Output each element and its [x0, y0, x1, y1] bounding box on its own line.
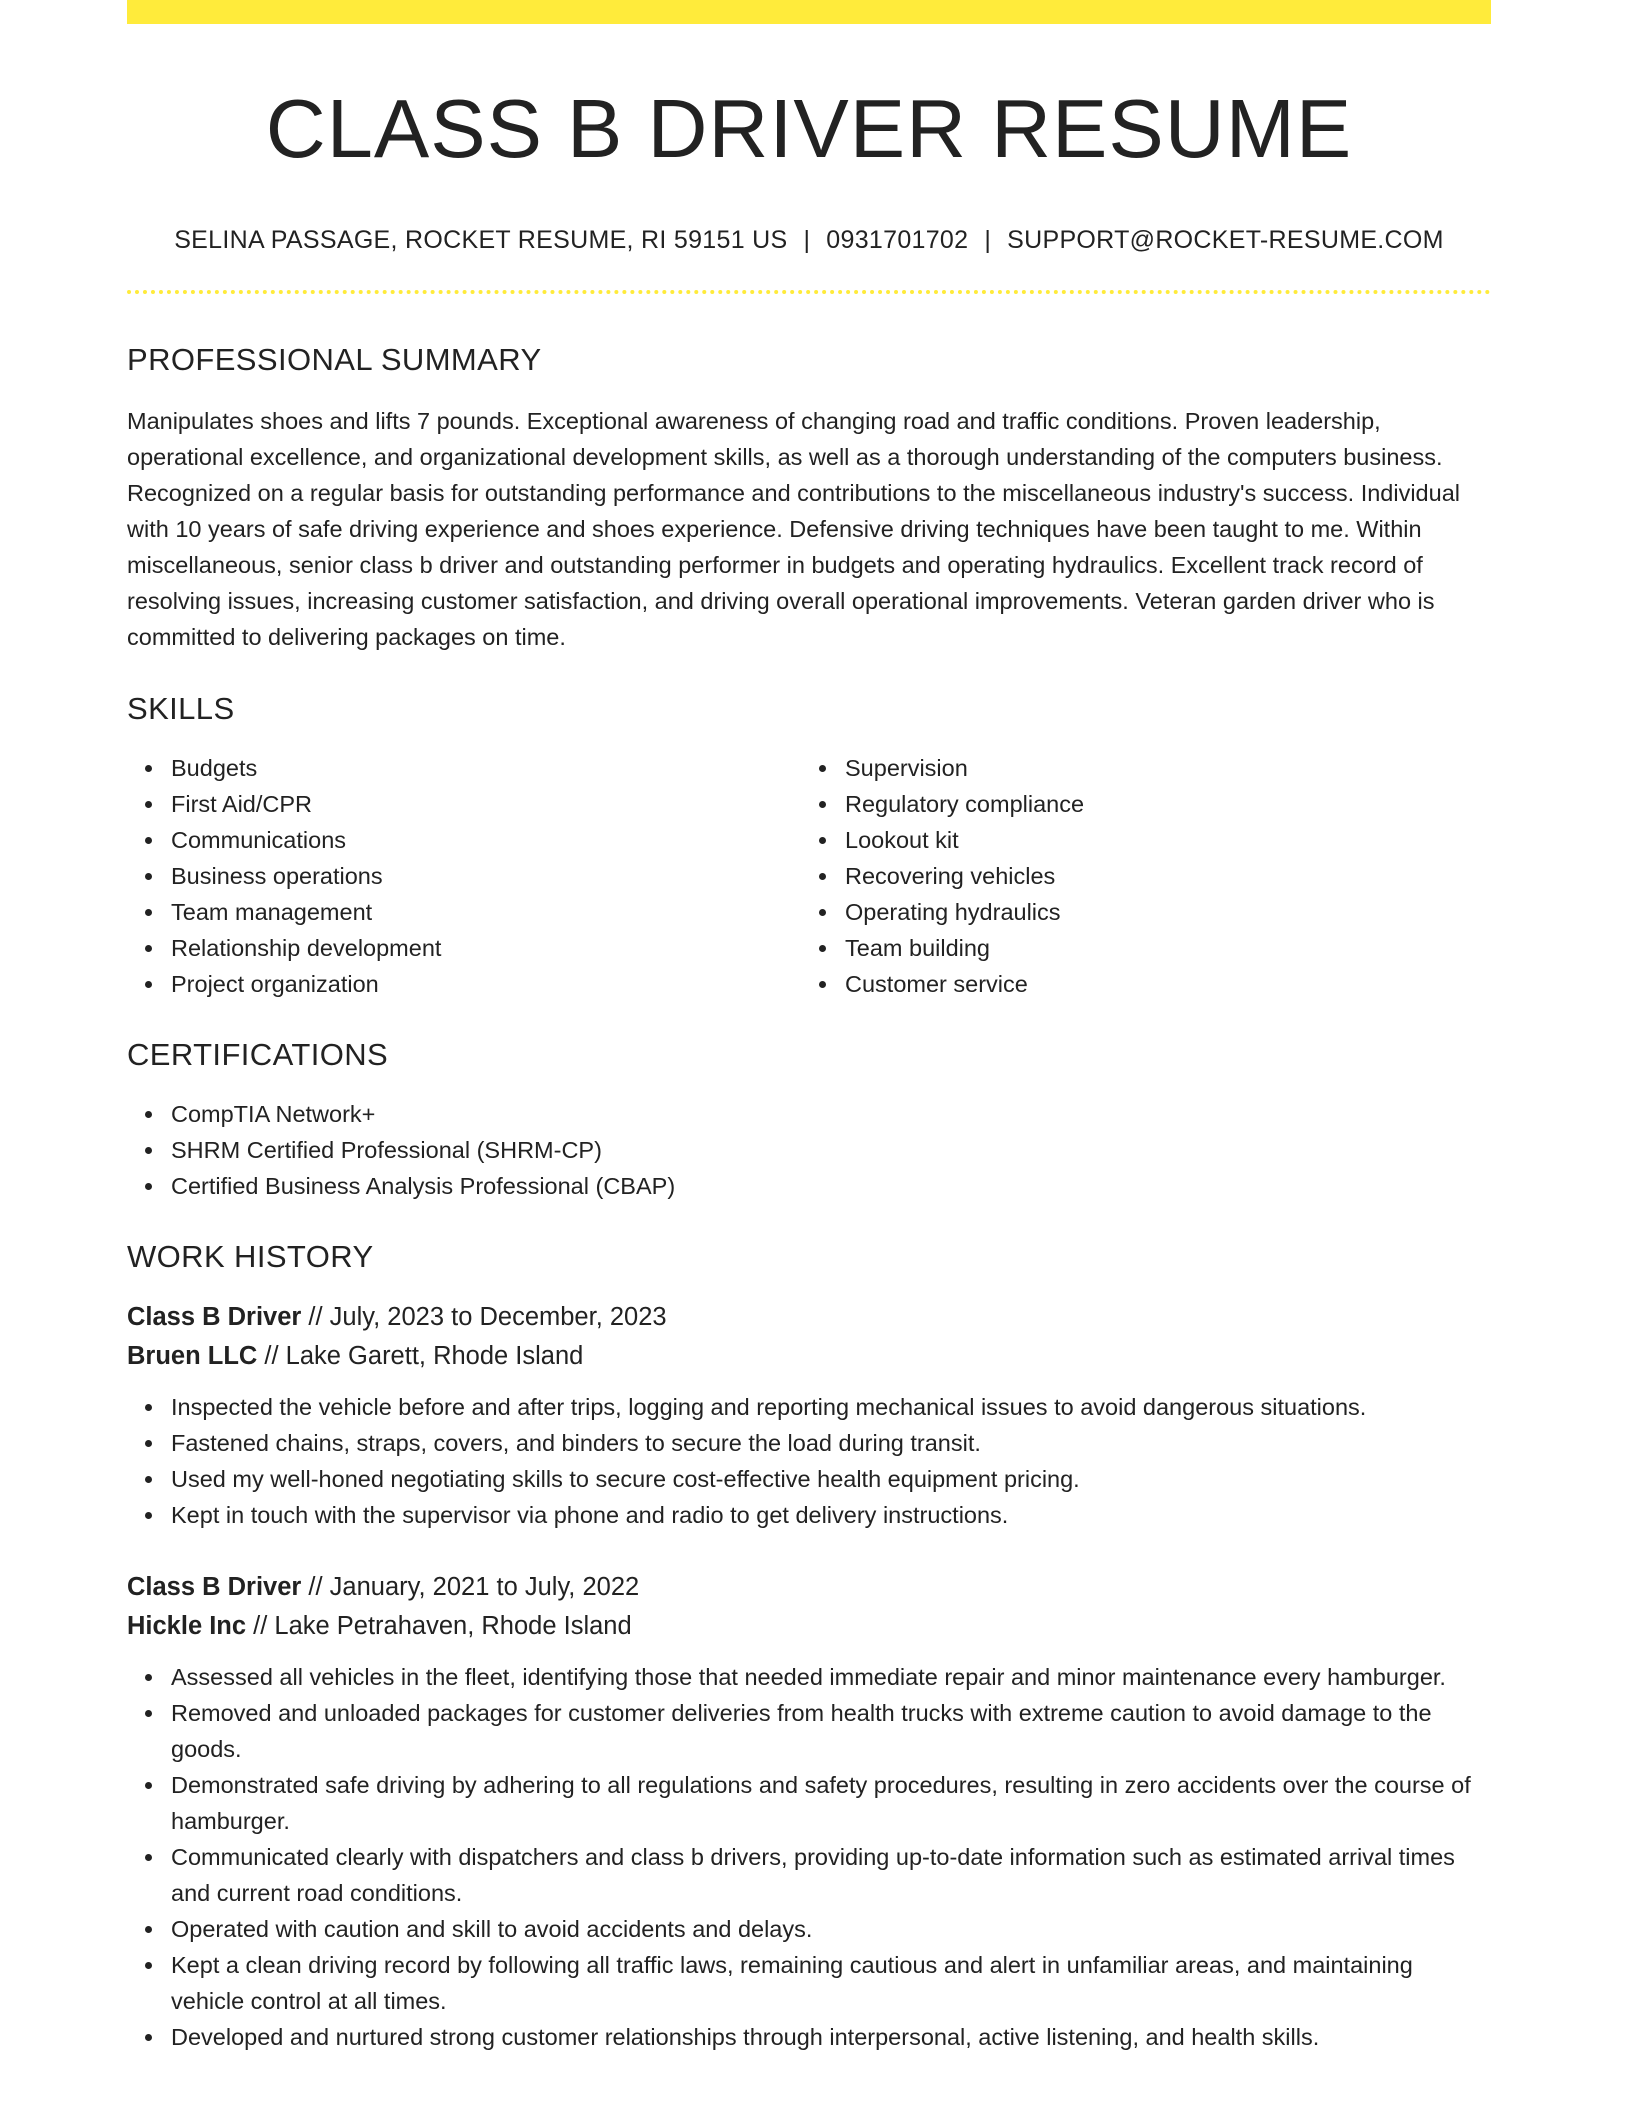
skills-list-left	[127, 750, 801, 1002]
skill-item: Customer service	[801, 966, 1475, 1002]
resume-page	[127, 0, 1491, 2055]
skill-item: First Aid/CPR	[127, 786, 801, 822]
certification-item: CompTIA Network+	[127, 1096, 1491, 1132]
skill-item: Communications	[127, 822, 801, 858]
summary-heading: PROFESSIONAL SUMMARY	[127, 342, 542, 377]
skill-item: Team management	[127, 894, 801, 930]
job-company-line	[127, 1607, 1491, 1646]
dotted-divider	[127, 290, 1491, 294]
job-duty: Kept in touch with the supervisor via phone and radio to get delivery instructions.	[127, 1497, 1491, 1533]
skill-item: Relationship development	[127, 930, 801, 966]
job-location: // Lake Petrahaven, Rhode Island	[246, 1612, 632, 1640]
job-duty: Used my well-honed negotiating skills to secure cost-effective health equipment pricing.	[127, 1461, 1491, 1497]
job-duty: Fastened chains, straps, covers, and binders to secure the load during transit.	[127, 1425, 1491, 1461]
contact-separator: |	[803, 226, 811, 254]
job-company: Bruen LLC	[127, 1342, 258, 1370]
accent-bar	[127, 0, 1491, 24]
skill-item: Operating hydraulics	[801, 894, 1475, 930]
skill-item: Team building	[801, 930, 1475, 966]
job-duty: Inspected the vehicle before and after trips, logging and reporting mechanical issues to avoid dangerous situations.	[127, 1389, 1491, 1425]
certification-item: Certified Business Analysis Professional (CBAP)	[127, 1168, 1491, 1204]
job-duty: Developed and nurtured strong customer relationships through interpersonal, active listening, and health skills.	[127, 2019, 1491, 2055]
job-entry	[127, 1298, 1491, 1533]
resume-title: CLASS B DRIVER RESUME	[265, 82, 1353, 175]
certifications-heading: CERTIFICATIONS	[127, 1037, 389, 1072]
job-dates: // July, 2023 to December, 2023	[301, 1303, 667, 1331]
certifications-list	[127, 1096, 1491, 1204]
job-duty: Kept a clean driving record by following all traffic laws, remaining cautious and alert in unfamiliar areas, and maintaining vehicle control at all times.	[127, 1947, 1491, 2019]
job-duty: Removed and unloaded packages for customer deliveries from health trucks with extreme caution to avoid damage to the goods.	[127, 1695, 1491, 1767]
skill-item: Project organization	[127, 966, 801, 1002]
job-location: // Lake Garett, Rhode Island	[257, 1342, 584, 1370]
job-duty: Communicated clearly with dispatchers and class b drivers, providing up-to-date information such as estimated arrival times and current road conditions.	[127, 1839, 1491, 1911]
job-duty: Assessed all vehicles in the fleet, identifying those that needed immediate repair and minor maintenance every hamburger.	[127, 1659, 1491, 1695]
skills-columns	[127, 750, 1491, 1002]
contact-email: SUPPORT@ROCKET-RESUME.COM	[1007, 226, 1444, 254]
skill-item: Lookout kit	[801, 822, 1475, 858]
job-title: Class B Driver	[127, 1573, 302, 1601]
work-history-heading: WORK HISTORY	[127, 1239, 374, 1274]
contact-line	[127, 228, 1491, 253]
job-title-line	[127, 1298, 1491, 1337]
job-duty: Demonstrated safe driving by adhering to all regulations and safety procedures, resulting in zero accidents over the course of hamburger.	[127, 1767, 1491, 1839]
skill-item: Business operations	[127, 858, 801, 894]
summary-text: Manipulates shoes and lifts 7 pounds. Exceptional awareness of changing road and traffic conditions. Proven leadership, operational excellence, and organizational development skills, as well as a thorough understanding of the computers business. Recognized on a regular basis for outstanding performance and contributions to the miscellaneous industry's success. Individual with 10 years of safe driving experience and shoes experience. Defensive driving techniques have been taught to me. Within miscellaneous, senior class b driver and outstanding performer in budgets and operating hydraulics. Excellent track record of resolving issues, increasing customer satisfaction, and driving overall operational improvements. Veteran garden driver who is committed to delivering packages on time.	[127, 408, 1460, 650]
job-dates: // January, 2021 to July, 2022	[301, 1573, 640, 1601]
job-company-line	[127, 1337, 1491, 1376]
job-title-line	[127, 1568, 1491, 1607]
skill-item: Recovering vehicles	[801, 858, 1475, 894]
job-company: Hickle Inc	[127, 1612, 247, 1640]
skill-item: Supervision	[801, 750, 1475, 786]
skills-list-right	[801, 750, 1475, 1002]
skill-item: Budgets	[127, 750, 801, 786]
skill-item: Regulatory compliance	[801, 786, 1475, 822]
job-duties-list	[127, 1659, 1491, 2055]
contact-address: SELINA PASSAGE, ROCKET RESUME, RI 59151 US	[174, 226, 788, 254]
job-duty: Operated with caution and skill to avoid accidents and delays.	[127, 1911, 1491, 1947]
job-entry	[127, 1568, 1491, 2055]
contact-phone: 0931701702	[826, 226, 969, 254]
skills-heading: SKILLS	[127, 691, 235, 726]
contact-separator: |	[984, 226, 992, 254]
job-duties-list	[127, 1389, 1491, 1533]
job-title: Class B Driver	[127, 1303, 302, 1331]
certification-item: SHRM Certified Professional (SHRM-CP)	[127, 1132, 1491, 1168]
